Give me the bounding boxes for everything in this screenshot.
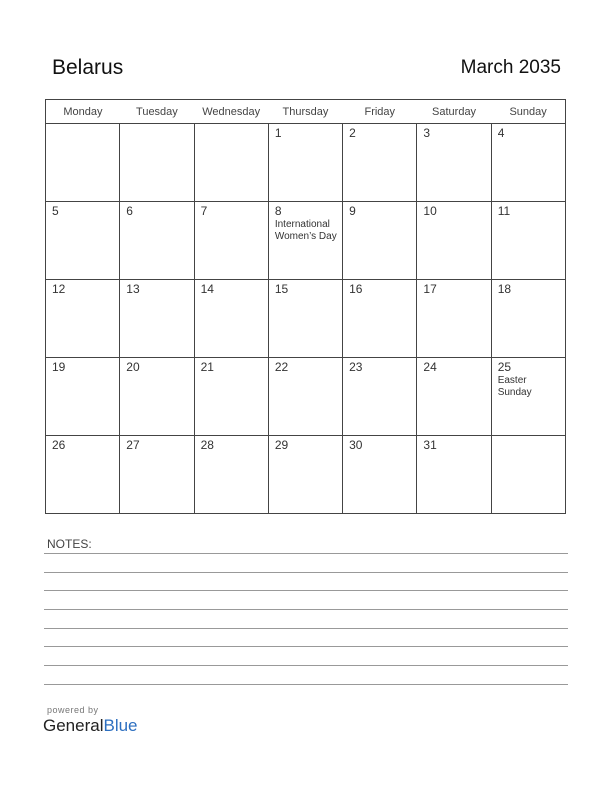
day-cell bbox=[120, 280, 194, 358]
day-cell bbox=[491, 436, 565, 514]
day-cell bbox=[491, 358, 565, 436]
day-number: 20 bbox=[126, 360, 140, 374]
day-number: 13 bbox=[126, 282, 140, 296]
day-number: 18 bbox=[497, 282, 512, 296]
day-number: 28 bbox=[200, 438, 214, 452]
day-number: 16 bbox=[349, 282, 363, 296]
weekday-tuesday: Tuesday bbox=[120, 100, 194, 124]
day-cell bbox=[268, 358, 342, 436]
day-number: 21 bbox=[200, 360, 214, 374]
weekday-header-row bbox=[46, 100, 566, 124]
day-cell bbox=[417, 358, 491, 436]
day-cell bbox=[194, 124, 268, 202]
day-number: 7 bbox=[200, 204, 208, 218]
day-cell bbox=[46, 124, 120, 202]
note-line bbox=[44, 684, 568, 685]
calendar-week-row bbox=[46, 202, 566, 280]
day-cell bbox=[120, 124, 194, 202]
holiday-label: International Women’s Day bbox=[274, 219, 337, 242]
day-number: 31 bbox=[423, 438, 437, 452]
country-title: Belarus bbox=[52, 56, 124, 79]
day-cell bbox=[268, 124, 342, 202]
weekday-saturday: Saturday bbox=[417, 100, 491, 124]
day-cell bbox=[194, 280, 268, 358]
day-number: 5 bbox=[52, 204, 59, 218]
day-number: 9 bbox=[349, 204, 356, 218]
calendar-week-row bbox=[46, 280, 566, 358]
day-number: 27 bbox=[126, 438, 140, 452]
day-cell bbox=[46, 280, 120, 358]
day-number: 4 bbox=[497, 126, 505, 140]
day-number: 11 bbox=[497, 204, 511, 218]
weekday-wednesday: Wednesday bbox=[194, 100, 268, 124]
day-cell bbox=[46, 358, 120, 436]
weekday-sunday: Sunday bbox=[491, 100, 565, 124]
day-cell bbox=[120, 436, 194, 514]
day-number: 22 bbox=[274, 360, 289, 374]
day-number: 25 bbox=[497, 360, 512, 374]
note-line bbox=[44, 628, 568, 629]
calendar-week-row bbox=[46, 436, 566, 514]
day-cell bbox=[343, 358, 417, 436]
day-number: 30 bbox=[349, 438, 363, 452]
day-number: 8 bbox=[274, 204, 282, 218]
note-line bbox=[44, 590, 568, 591]
day-number: 3 bbox=[423, 126, 431, 140]
day-number: 26 bbox=[52, 438, 66, 452]
calendar-week-row bbox=[46, 358, 566, 436]
day-number: 2 bbox=[349, 126, 356, 140]
brand-blue: Blue bbox=[103, 716, 138, 735]
day-number: 29 bbox=[274, 438, 289, 452]
day-number: 23 bbox=[349, 360, 363, 374]
day-cell bbox=[417, 202, 491, 280]
weekday-friday: Friday bbox=[343, 100, 417, 124]
day-number: 24 bbox=[423, 360, 437, 374]
day-cell bbox=[417, 280, 491, 358]
generalblue-logo bbox=[43, 716, 138, 736]
weekday-monday: Monday bbox=[46, 100, 120, 124]
month-year-title: March 2035 bbox=[460, 57, 561, 78]
day-cell bbox=[194, 202, 268, 280]
day-cell bbox=[417, 124, 491, 202]
day-number: 10 bbox=[423, 204, 437, 218]
brand-general: General bbox=[43, 716, 104, 735]
notes-label: NOTES: bbox=[47, 537, 92, 551]
day-cell bbox=[194, 358, 268, 436]
weekday-thursday: Thursday bbox=[268, 100, 342, 124]
day-number: 1 bbox=[274, 126, 282, 140]
day-cell bbox=[343, 124, 417, 202]
day-cell bbox=[491, 202, 565, 280]
day-number: 6 bbox=[126, 204, 133, 218]
holiday-label: Easter Sunday bbox=[497, 375, 532, 398]
day-cell bbox=[120, 202, 194, 280]
day-cell bbox=[268, 202, 342, 280]
note-line bbox=[44, 665, 568, 666]
day-number: 12 bbox=[52, 282, 66, 296]
day-cell bbox=[46, 202, 120, 280]
note-line bbox=[44, 572, 568, 573]
calendar-grid bbox=[45, 99, 566, 514]
calendar-week-row bbox=[46, 124, 566, 202]
day-number: 19 bbox=[52, 360, 66, 374]
day-cell bbox=[491, 124, 565, 202]
day-cell bbox=[46, 436, 120, 514]
day-cell bbox=[343, 436, 417, 514]
day-cell bbox=[417, 436, 491, 514]
day-number: 14 bbox=[200, 282, 214, 296]
powered-by-text: powered by bbox=[47, 705, 99, 715]
day-cell bbox=[343, 280, 417, 358]
day-number: 15 bbox=[274, 282, 289, 296]
day-number: 17 bbox=[423, 282, 437, 296]
day-cell bbox=[491, 280, 565, 358]
day-cell bbox=[194, 436, 268, 514]
note-line bbox=[44, 553, 568, 554]
day-cell bbox=[268, 436, 342, 514]
note-line bbox=[44, 646, 568, 647]
note-line bbox=[44, 609, 568, 610]
day-cell bbox=[120, 358, 194, 436]
day-cell bbox=[343, 202, 417, 280]
day-cell bbox=[268, 280, 342, 358]
